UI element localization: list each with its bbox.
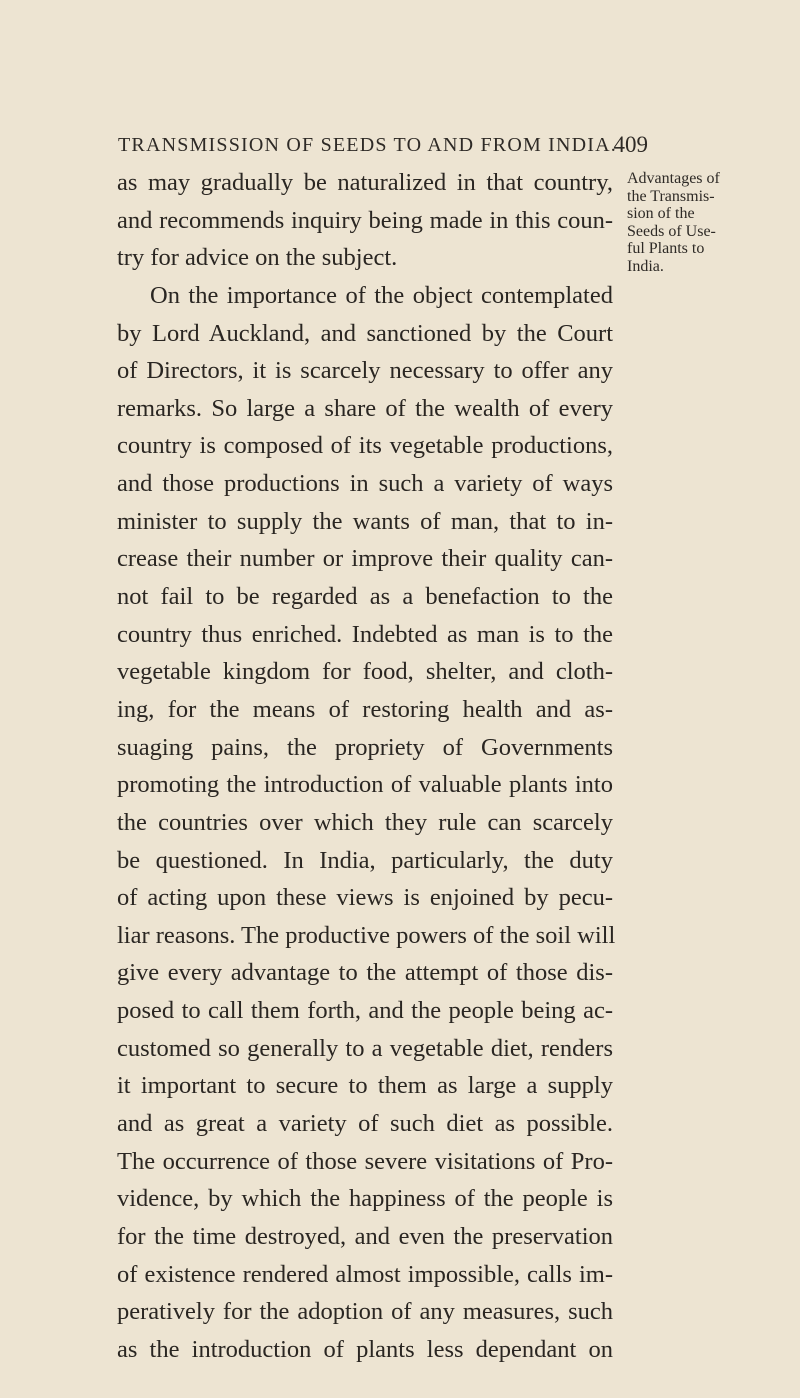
paragraph-first-line: On the importance of the object contemplated bbox=[150, 281, 613, 309]
marginal-note bbox=[627, 170, 797, 275]
body-line: as may gradually be naturalized in that country, bbox=[117, 169, 613, 196]
body-line: The occurrence of those severe visitations of Pro- bbox=[117, 1147, 613, 1175]
body-line: it important to secure to them as large a supply bbox=[117, 1072, 613, 1100]
body-line: posed to call them forth, and the people being ac- bbox=[117, 997, 613, 1025]
running-head-title: TRANSMISSION OF SEEDS TO AND FROM INDIA. bbox=[118, 134, 617, 156]
body-line: and recommends inquiry being made in this coun- bbox=[117, 206, 613, 234]
marginal-note-line: the Transmis- bbox=[627, 187, 715, 205]
body-line: be questioned. In India, particularly, the duty bbox=[117, 846, 613, 874]
body-line: and those productions in such a variety of ways bbox=[117, 470, 613, 498]
marginal-note-line: ful Plants to bbox=[627, 240, 705, 257]
body-text bbox=[117, 164, 616, 1369]
body-line: crease their number or improve their quality can- bbox=[117, 545, 613, 573]
body-line: give every advantage to the attempt of those dis- bbox=[117, 959, 613, 987]
body-line: by Lord Auckland, and sanctioned by the Court bbox=[117, 319, 613, 347]
body-line: of acting upon these views is enjoined by pecu- bbox=[117, 884, 613, 912]
body-line: not fail to be regarded as a benefaction to the bbox=[117, 583, 613, 611]
body-line: of Directors, it is scarcely necessary to offer any bbox=[117, 357, 613, 385]
body-line: remarks. So large a share of the wealth of every bbox=[117, 394, 613, 422]
body-line: country thus enriched. Indebted as man is to the bbox=[117, 620, 613, 648]
body-line: and as great a variety of such diet as possible. bbox=[117, 1110, 613, 1138]
body-line: peratively for the adoption of any measures, such bbox=[117, 1298, 613, 1326]
marginal-note-line: Advantages of bbox=[627, 170, 720, 187]
marginal-note-line: Seeds of Use- bbox=[627, 222, 716, 240]
body-line: the countries over which they rule can scarcely bbox=[117, 808, 613, 836]
page-number: 409 bbox=[613, 132, 648, 157]
body-line: vidence, by which the happiness of the people is bbox=[117, 1185, 613, 1213]
marginal-note-line: India. bbox=[627, 257, 664, 275]
body-line: ing, for the means of restoring health and as- bbox=[117, 695, 613, 723]
body-line: suaging pains, the propriety of Governments bbox=[117, 733, 613, 761]
body-line: minister to supply the wants of man, that to in- bbox=[117, 507, 613, 535]
body-line: promoting the introduction of valuable plants into bbox=[117, 771, 613, 799]
body-line: vegetable kingdom for food, shelter, and cloth- bbox=[117, 658, 613, 686]
body-line: for the time destroyed, and even the preservation bbox=[117, 1222, 613, 1250]
body-line: customed so generally to a vegetable diet, renders bbox=[117, 1034, 613, 1062]
body-line: as the introduction of plants less dependant on bbox=[117, 1335, 613, 1363]
running-head bbox=[118, 132, 648, 157]
body-line: try for advice on the subject. bbox=[117, 244, 398, 272]
body-line: of existence rendered almost impossible, calls im- bbox=[117, 1260, 613, 1288]
marginal-note-line: sion of the bbox=[627, 205, 695, 222]
body-line: liar reasons. The productive powers of the soil will bbox=[117, 921, 616, 949]
body-line: country is composed of its vegetable productions, bbox=[117, 432, 613, 460]
